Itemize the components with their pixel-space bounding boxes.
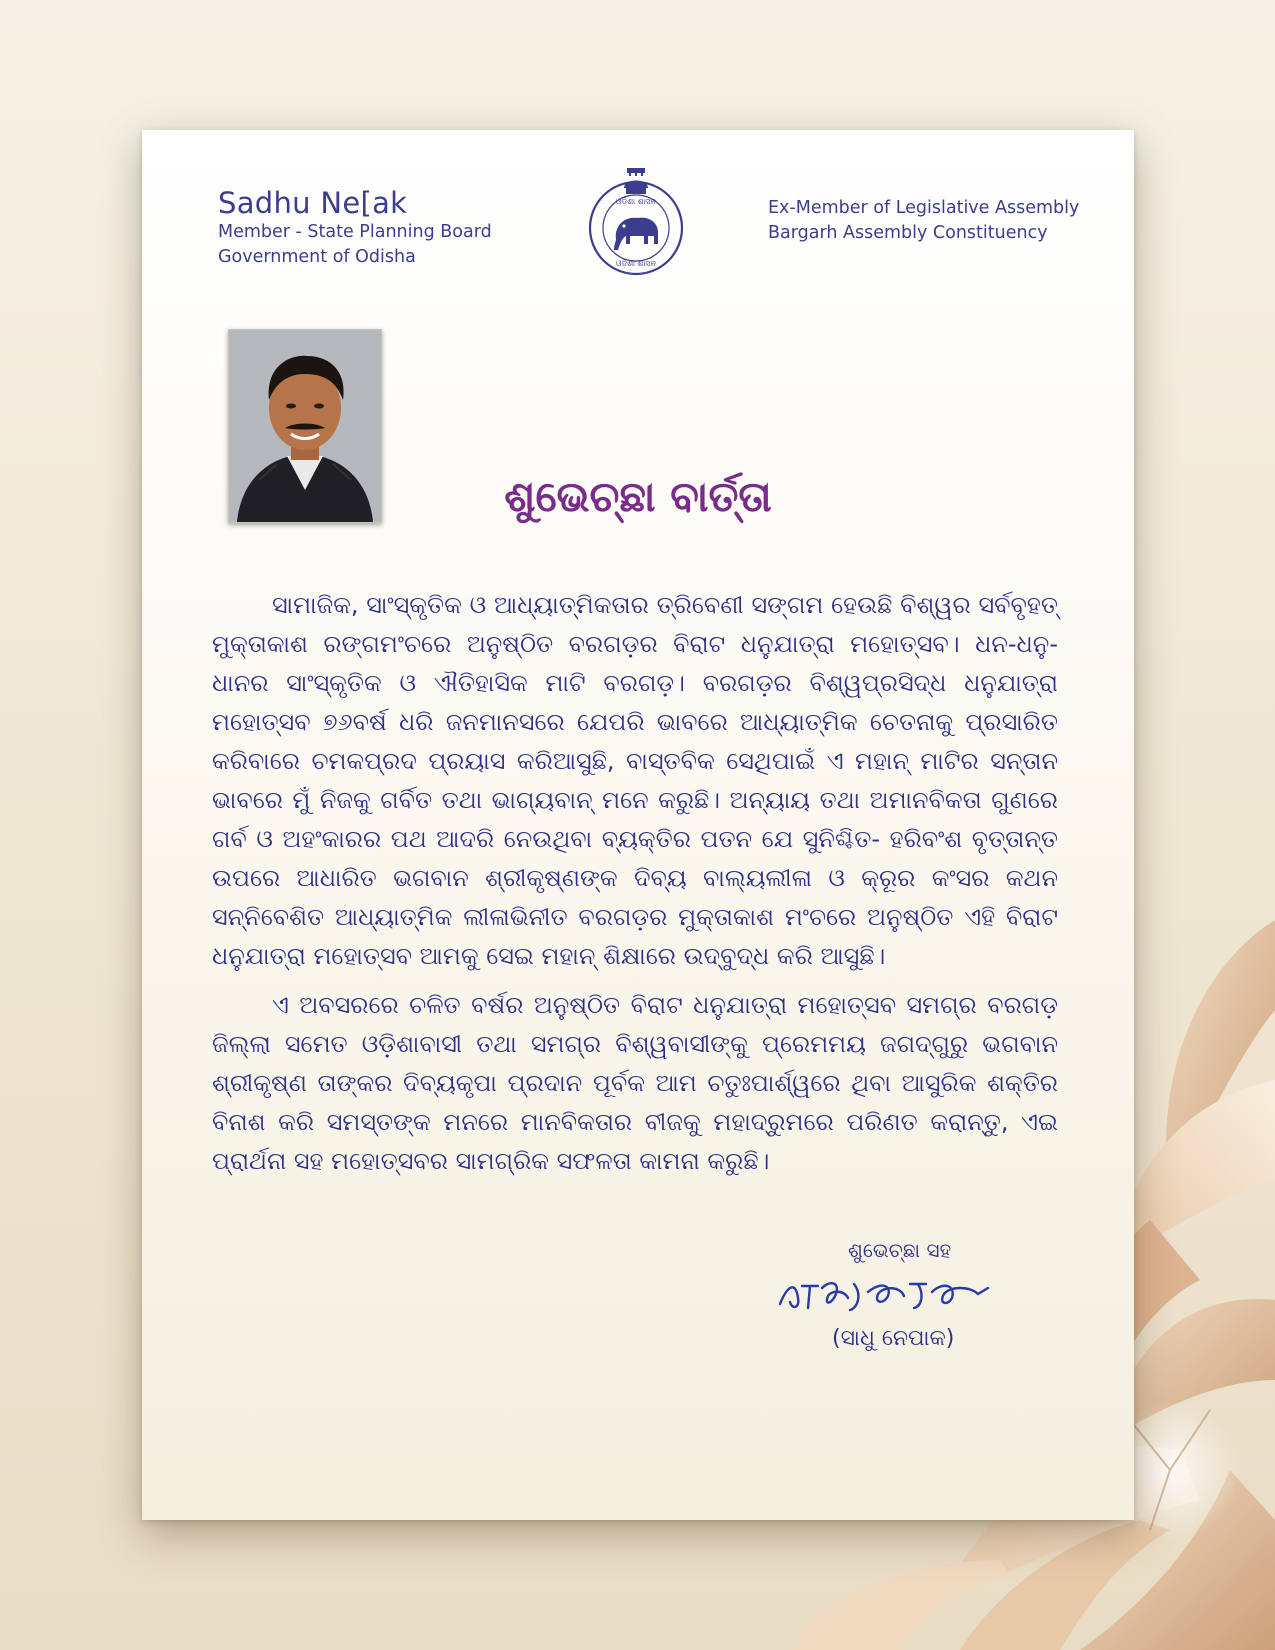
sender-organization: Government of Odisha — [218, 247, 416, 267]
former-position: Ex-Member of Legislative Assembly — [768, 198, 1080, 218]
emblem-bottom-text: ଓଡ଼ିଶା ଶାସନ — [615, 259, 657, 268]
emblem-top-text: ଓଡ଼ିଶା ଶାସନ — [615, 197, 657, 206]
letter-body — [212, 586, 1058, 1191]
sender-name: Sadhu Ne[ak — [218, 186, 408, 220]
body-paragraph-1: ସାମାଜିକ, ସାଂସ୍କୃତିକ ଓ ଆଧ୍ୟାତ୍ମିକତାର ତ୍ରିବେଣୀ ସଙ୍ଗମ ହେଉଛି ବିଶ୍ୱର ସର୍ବବୃହତ୍ ମୁକ୍ତାକାଶ ରଙ୍ଗମଂଚରେ ଅନୁଷ୍ଠିତ ବରଗଡ଼ର ବିରାଟ ଧନୁଯାତ୍ରା ମହୋତ୍ସବ। ଧନ-ଧନୁ-ଧାନର ସାଂସ୍କୃତିକ ଓ ଐତିହାସିକ ମାଟି ବରଗଡ଼। ବରଗଡ଼ର ବିଶ୍ୱପ୍ରସିଦ୍ଧ ଧନୁଯାତ୍ରା ମହୋତ୍ସବ ୭୬ବର୍ଷ ଧରି ଜନମାନସରେ ଯେପରି ଭାବରେ ଆଧ୍ୟାତ୍ମିକ ଚେତନାକୁ ପ୍ରସାରିତ କରିବାରେ ଚମକପ୍ରଦ ପ୍ରୟାସ କରିଆସୁଛି, ବାସ୍ତବିକ ସେଥିପାଇଁ ଏ ମହାନ୍ ମାଟିର ସନ୍ତାନ ଭାବରେ ମୁଁ ନିଜକୁ ଗର୍ବିତ ତଥା ଭାଗ୍ୟବାନ୍ ମନେ କରୁଛି। ଅନ୍ୟାୟ ତଥା ଅମାନବିକତା ଗୁଣରେ ଗର୍ବ ଓ ଅହଂକାରର ପଥ ଆଦରି ନେଉଥିବା ବ୍ୟକ୍ତିର ପତନ ଯେ ସୁନିଶ୍ଚିତ- ହରିବଂଶ ବୃତ୍ତାନ୍ତ ଉପରେ ଆଧାରିତ ଭଗବାନ ଶ୍ରୀକୃଷ୍ଣଙ୍କ ଦିବ୍ୟ ବାଲ୍ୟଲୀଳା ଓ କ୍ରୂର କଂସର କଥନ ସନ୍ନିବେଶିତ ଆଧ୍ୟାତ୍ମିକ ଲୀଳାଭିନୀତ ବରଗଡ଼ର ମୁକ୍ତାକାଶ ମଂଚରେ ଅନୁଷ୍ଠିତ ଏହି ବିରାଟ ଧନୁଯାତ୍ରା ମହୋତ୍ସବ ଆମକୁ ସେଇ ମହାନ୍ ଶିକ୍ଷାରେ ଉଦ୍‌ବୁଦ୍ଧ କରି ଆସୁଛି। — [212, 591, 1058, 970]
constituency: Bargarh Assembly Constituency — [768, 223, 1048, 243]
header-right-block — [768, 196, 1079, 246]
closing-salutation: ଶୁଭେଚ୍ଛା ସହ — [848, 1238, 952, 1262]
odisha-emblem-icon — [584, 166, 688, 278]
handwritten-signature — [774, 1264, 1004, 1324]
letter-title: ଶୁଭେଚ୍ଛା ବାର୍ତ୍ତା — [504, 472, 772, 521]
sender-designation: Member - State Planning Board — [218, 222, 492, 242]
body-paragraph-2: ଏ ଅବସରରେ ଚଳିତ ବର୍ଷର ଅନୁଷ୍ଠିତ ବିରାଟ ଧନୁଯାତ୍ରା ମହୋତ୍ସବ ସମଗ୍ର ବରଗଡ଼ ଜିଲ୍ଲା ସମେତ ଓଡ଼ିଶାବାସୀ ତଥା ସମଗ୍ର ବିଶ୍ୱବାସୀଙ୍କୁ ପ୍ରେମମୟ ଜଗଦ୍‌ଗୁରୁ ଭଗବାନ ଶ୍ରୀକୃଷ୍ଣ ତାଙ୍କର ଦିବ୍ୟକୃପା ପ୍ରଦାନ ପୂର୍ବକ ଆମ ଚତୁଃପାର୍ଶ୍ୱରେ ଥିବା ଆସୁରିକ ଶକ୍ତିର ବିନାଶ କରି ସମସ୍ତଙ୍କ ମନରେ ମାନବିକତାର ବୀଜକୁ ମହାଦ୍ରୁମରେ ପରିଣତ କରାନ୍ତୁ, ଏଇ ପ୍ରାର୍ଥନା ସହ ମହୋତ୍ସବର ସାମଗ୍ରିକ ସଫଳତା କାମନା କରୁଛି। — [212, 991, 1058, 1175]
signatory-name: (ସାଧୁ ନେପାକ) — [832, 1326, 955, 1351]
header-left-block — [218, 186, 492, 270]
letter-sheet — [142, 130, 1134, 1520]
